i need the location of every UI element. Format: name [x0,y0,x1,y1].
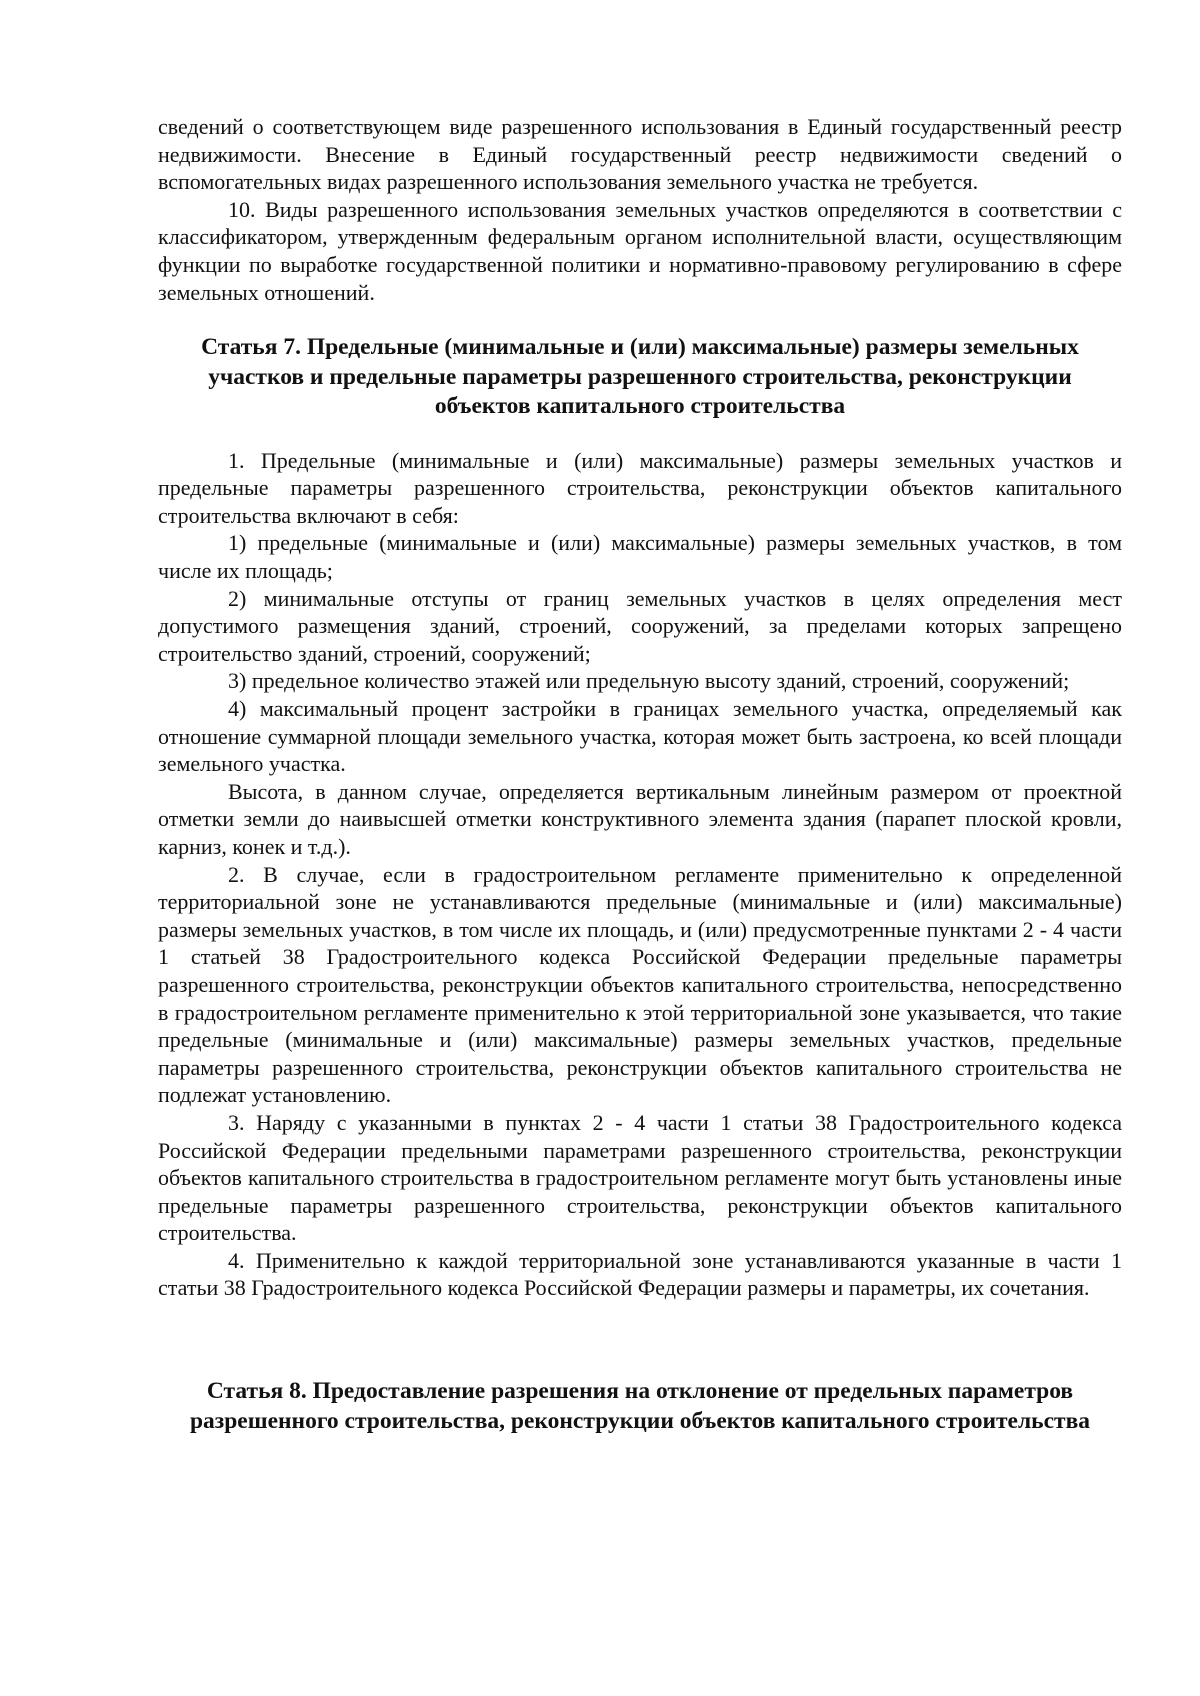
document-page [158,113,1122,1436]
article-7-paragraph-4: 4. Применительно к каждой территориальной зоне устанавливаются указанные в части 1 статьи 38 Градостроительного кодекса Российской Федерации размеры и параметры, их сочетания. [158,1247,1122,1301]
article-7-heading: Статья 7. Предельные (минимальные и (или) максимальные) размеры земельных участков и предельные параметры разрешенного строительства, реконструкции объектов капитального строительства [201,334,1079,420]
article-7-item-2: 2) минимальные отступы от границ земельных участков в целях определения мест допустимого размещения зданий, строений, сооружений, за пределами которых запрещено строительство зданий, строений, сооружений; [158,585,1122,666]
article-7-item-3: 3) предельное количество этажей или предельную высоту зданий, строений, сооружений; [228,668,1070,694]
article-7-paragraph-3: 3. Наряду с указанными в пунктах 2 - 4 части 1 статьи 38 Градостроительного кодекса Российской Федерации предельными параметрами разрешенного строительства, реконструкции объектов капитального строительства в градостроительном регламенте могут быть установлены иные предельные параметры разрешенного строительства, реконструкции объектов капитального строительства. [158,1109,1122,1246]
intro-paragraph-continuation: сведений о соответствующем виде разрешенного использования в Единый государственный реестр недвижимости. Внесение в Единый государственный реестр недвижимости сведений о вспомогательных видах разрешенного использования земельного участка не требуется. [158,114,1122,195]
article-7-paragraph-2: 2. В случае, если в градостроительном регламенте применительно к определенной территориальной зоне не устанавливаются предельные (минимальные и (или) максимальные) размеры земельных участков, в том числе их площадь, и (или) предусмотренные пунктами 2 - 4 части 1 статьей 38 Градостроительного кодекса Российской Федерации предельные параметры разрешенного строительства, реконструкции объектов капитального строительства, непосредственно в градостроительном регламенте применительно к этой территориальной зоне указывается, что такие предельные (минимальные и (или) максимальные) размеры земельных участков, предельные параметры разрешенного строительства, реконструкции объектов капитального строительства не подлежат установлению. [158,861,1122,1108]
intro-paragraph-10: 10. Виды разрешенного использования земельных участков определяются в соответствии с классификатором, утвержденным федеральным органом исполнительной власти, осуществляющим функции по выработке государственной политики и нормативно-правовому регулированию в сфере земельных отношений. [158,196,1122,305]
article-7-paragraph: 1. Предельные (минимальные и (или) максимальные) размеры земельных участков и предельные параметры разрешенного строительства, реконструкции объектов капитального строительства включают в себя: [158,447,1122,528]
article-8-heading: Статья 8. Предоставление разрешения на отклонение от предельных параметров разрешенного строительства, реконструкции объектов капитального строительства [189,1378,1091,1434]
article-7-item-4: 4) максимальный процент застройки в границах земельного участка, определяемый как отношение суммарной площади земельного участка, которая может быть застроена, ко всей площади земельного участка. [158,696,1122,777]
article-7-item-1: 1) предельные (минимальные и (или) максимальные) размеры земельных участков, в том числе их площадь; [158,530,1122,584]
article-7-height-note: Высота, в данном случае, определяется вертикальным линейным размером от проектной отметки земли до наивысшей отметки конструктивного элемента здания (парапет плоской кровли, карниз, конек и т.д.). [158,778,1122,859]
